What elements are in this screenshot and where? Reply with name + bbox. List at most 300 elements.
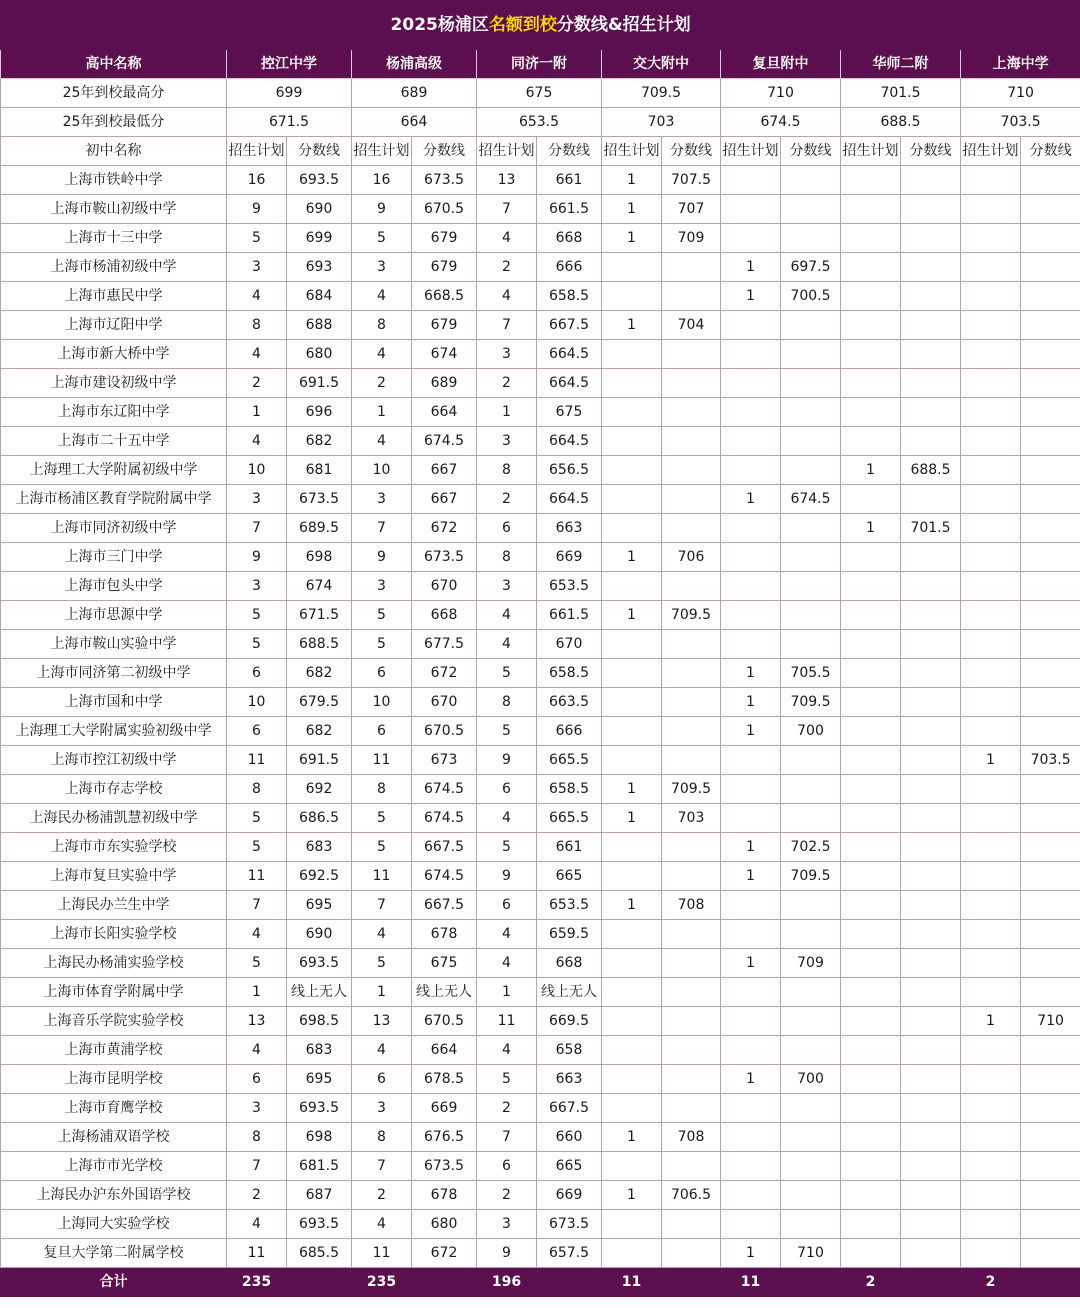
score-cell [901,659,961,688]
plan-cell [841,1210,901,1239]
score-cell: 674.5 [412,427,477,456]
score-cell: 670 [537,630,602,659]
plan-header: 招生计划 [961,137,1021,166]
score-cell: 708 [662,1123,721,1152]
score-cell: 673.5 [412,166,477,195]
score-cell [781,1007,841,1036]
table-row [1,282,1080,311]
table-row [1,485,1080,514]
score-cell: 663 [537,1065,602,1094]
score-cell [781,630,841,659]
score-cell [1021,456,1080,485]
score-cell [1021,224,1080,253]
plan-cell: 1 [477,978,537,1007]
plan-cell [841,775,901,804]
score-cell: 709 [662,224,721,253]
score-cell: 681 [287,456,352,485]
total-blank [901,1268,961,1297]
score-cell: 673.5 [537,1210,602,1239]
score-cell [662,485,721,514]
plan-cell [961,891,1021,920]
junior-school-name: 上海杨浦双语学校 [1,1123,227,1152]
score-cell: 线上无人 [287,978,352,1007]
score-cell: 665 [537,862,602,891]
max-score-value: 710 [721,79,841,108]
plan-cell: 8 [352,1123,412,1152]
score-cell [901,282,961,311]
score-cell: 709 [781,949,841,978]
plan-cell: 9 [352,195,412,224]
high-school-header: 同济一附 [477,50,602,79]
table-row [1,833,1080,862]
score-cell: 线上无人 [537,978,602,1007]
min-score-value: 703.5 [961,108,1080,137]
score-cell [901,978,961,1007]
table-row [1,862,1080,891]
score-cell: 679 [412,224,477,253]
total-value: 196 [477,1268,537,1297]
plan-cell: 11 [352,1239,412,1268]
plan-cell: 6 [352,717,412,746]
score-cell [1021,1152,1080,1181]
total-label: 合计 [1,1268,227,1297]
plan-cell: 4 [227,427,287,456]
junior-school-name: 上海市二十五中学 [1,427,227,456]
table-row [1,659,1080,688]
title-highlight: 名额到校 [488,14,557,35]
score-cell [901,1065,961,1094]
min-score-value: 653.5 [477,108,602,137]
table-row [1,427,1080,456]
plan-cell: 3 [477,572,537,601]
plan-cell: 1 [721,862,781,891]
score-cell: 693.5 [287,1094,352,1123]
score-cell [901,833,961,862]
score-cell: 664.5 [537,485,602,514]
total-blank [781,1268,841,1297]
plan-cell: 1 [352,398,412,427]
plan-cell: 2 [352,369,412,398]
score-header: 分数线 [287,137,352,166]
plan-cell [961,224,1021,253]
score-cell [662,630,721,659]
plan-header: 招生计划 [602,137,662,166]
score-cell [781,1152,841,1181]
plan-cell [721,891,781,920]
score-cell: 692 [287,775,352,804]
plan-cell [721,340,781,369]
score-header: 分数线 [1021,137,1080,166]
plan-cell [721,572,781,601]
score-cell [662,659,721,688]
score-cell: 685.5 [287,1239,352,1268]
score-cell: 667.5 [537,1094,602,1123]
plan-cell: 4 [352,920,412,949]
plan-cell [841,369,901,398]
score-cell: 695 [287,1065,352,1094]
score-cell [901,891,961,920]
score-cell: 674 [412,340,477,369]
plan-cell: 5 [477,659,537,688]
plan-cell: 3 [477,340,537,369]
plan-cell: 9 [352,543,412,572]
plan-cell [602,949,662,978]
junior-school-name: 上海民办杨浦实验学校 [1,949,227,978]
plan-cell [961,1123,1021,1152]
score-cell [662,1210,721,1239]
plan-header: 招生计划 [352,137,412,166]
junior-school-name: 上海市十三中学 [1,224,227,253]
total-blank [287,1268,352,1297]
max-score-value: 699 [227,79,352,108]
score-cell [781,456,841,485]
score-cell [662,717,721,746]
title-row [1,1,1080,50]
score-cell [781,340,841,369]
plan-cell [602,1065,662,1094]
plan-cell: 5 [227,804,287,833]
plan-cell: 4 [477,224,537,253]
plan-cell [961,456,1021,485]
score-cell: 683 [287,1036,352,1065]
score-cell: 669 [412,1094,477,1123]
plan-cell: 1 [721,1065,781,1094]
score-cell [662,1007,721,1036]
score-cell: 658 [537,1036,602,1065]
plan-cell: 1 [602,891,662,920]
score-cell [1021,485,1080,514]
plan-cell: 3 [227,485,287,514]
table-row [1,369,1080,398]
score-cell [781,1181,841,1210]
score-cell: 663 [537,514,602,543]
table-row [1,195,1080,224]
score-cell [662,1239,721,1268]
plan-cell [841,1007,901,1036]
junior-school-name: 上海民办沪东外国语学校 [1,1181,227,1210]
plan-cell: 7 [352,1152,412,1181]
plan-cell: 3 [352,572,412,601]
plan-cell: 2 [227,1181,287,1210]
score-cell: 678 [412,920,477,949]
plan-cell: 9 [477,1239,537,1268]
score-cell: 677.5 [412,630,477,659]
score-cell [662,862,721,891]
plan-cell: 4 [477,804,537,833]
plan-cell: 13 [227,1007,287,1036]
score-cell: 701.5 [901,514,961,543]
score-cell: 670.5 [412,195,477,224]
score-cell [901,398,961,427]
score-cell [1021,1181,1080,1210]
score-cell: 688.5 [901,456,961,485]
plan-cell: 6 [227,1065,287,1094]
plan-cell [961,253,1021,282]
header-label: 高中名称 [1,50,227,79]
score-cell [781,369,841,398]
title-prefix: 2025杨浦区 [390,14,489,35]
plan-cell [961,543,1021,572]
plan-cell [721,775,781,804]
score-cell: 659.5 [537,920,602,949]
plan-cell: 16 [352,166,412,195]
score-cell: 667.5 [537,311,602,340]
total-blank [1021,1268,1080,1297]
plan-cell [961,166,1021,195]
plan-cell [961,1239,1021,1268]
score-cell [901,572,961,601]
score-cell: 678.5 [412,1065,477,1094]
plan-cell [721,456,781,485]
score-cell: 657.5 [537,1239,602,1268]
score-cell [781,427,841,456]
score-cell [1021,949,1080,978]
score-cell [781,891,841,920]
plan-cell: 3 [352,485,412,514]
score-cell: 653.5 [537,572,602,601]
plan-cell: 1 [721,1239,781,1268]
plan-cell [961,514,1021,543]
score-cell [1021,1123,1080,1152]
score-cell: 705.5 [781,659,841,688]
score-cell: 658.5 [537,775,602,804]
plan-cell [961,949,1021,978]
score-cell [781,601,841,630]
plan-cell: 1 [227,978,287,1007]
plan-cell [961,485,1021,514]
score-cell: 703 [662,804,721,833]
plan-cell [602,862,662,891]
score-cell: 668 [537,224,602,253]
table-row [1,775,1080,804]
table-row [1,1210,1080,1239]
table-row [1,1065,1080,1094]
score-cell: 691.5 [287,746,352,775]
junior-school-name: 上海音乐学院实验学校 [1,1007,227,1036]
score-cell [1021,369,1080,398]
plan-cell [961,1094,1021,1123]
plan-cell [841,340,901,369]
plan-cell [961,920,1021,949]
plan-cell [961,862,1021,891]
score-cell: 667 [412,485,477,514]
table-row [1,920,1080,949]
plan-cell: 4 [477,920,537,949]
score-cell [1021,920,1080,949]
plan-cell [602,340,662,369]
plan-cell: 6 [227,717,287,746]
plan-cell [602,369,662,398]
junior-school-name: 复旦大学第二附属学校 [1,1239,227,1268]
score-cell: 660 [537,1123,602,1152]
score-cell: 689.5 [287,514,352,543]
plan-cell [602,688,662,717]
high-school-header: 华师二附 [841,50,961,79]
score-cell [662,833,721,862]
plan-cell: 4 [477,601,537,630]
score-cell: 653.5 [537,891,602,920]
plan-cell [602,659,662,688]
plan-cell: 1 [602,166,662,195]
plan-cell [721,1094,781,1123]
score-cell: 682 [287,659,352,688]
plan-cell: 5 [227,949,287,978]
high-school-header: 杨浦高级 [352,50,477,79]
score-cell: 697.5 [781,253,841,282]
plan-cell [721,195,781,224]
score-cell [901,224,961,253]
score-cell [901,340,961,369]
score-cell: 664.5 [537,427,602,456]
score-cell: 667.5 [412,891,477,920]
junior-school-name: 上海市辽阳中学 [1,311,227,340]
junior-school-name: 上海市体育学附属中学 [1,978,227,1007]
plan-cell [602,427,662,456]
plan-cell [721,1123,781,1152]
plan-cell: 3 [352,1094,412,1123]
score-cell [1021,804,1080,833]
plan-cell: 1 [602,311,662,340]
table-row [1,804,1080,833]
plan-cell [721,1210,781,1239]
score-cell [662,688,721,717]
plan-cell: 5 [227,833,287,862]
plan-cell: 7 [352,891,412,920]
plan-cell [961,1065,1021,1094]
score-cell [901,775,961,804]
plan-cell [721,427,781,456]
plan-cell: 8 [477,688,537,717]
score-cell: 693 [287,253,352,282]
plan-cell [961,195,1021,224]
score-cell [901,949,961,978]
score-cell: 706.5 [662,1181,721,1210]
score-cell: 671.5 [287,601,352,630]
score-cell [1021,282,1080,311]
score-cell: 709.5 [662,601,721,630]
score-cell [901,630,961,659]
score-cell: 710 [1021,1007,1080,1036]
score-cell: 661 [537,833,602,862]
plan-cell: 5 [352,949,412,978]
plan-cell: 1 [721,282,781,311]
junior-school-name: 上海市鞍山初级中学 [1,195,227,224]
plan-cell: 1 [721,659,781,688]
plan-cell [961,311,1021,340]
plan-cell [961,833,1021,862]
plan-cell [721,630,781,659]
score-header: 分数线 [537,137,602,166]
junior-school-name: 上海市复旦实验中学 [1,862,227,891]
min-score-value: 703 [602,108,721,137]
table-row [1,398,1080,427]
plan-cell [602,1036,662,1065]
total-blank [662,1268,721,1297]
plan-cell [721,369,781,398]
plan-cell: 7 [477,311,537,340]
plan-cell: 1 [721,717,781,746]
junior-school-name: 上海同大实验学校 [1,1210,227,1239]
score-cell [662,369,721,398]
score-cell: 687 [287,1181,352,1210]
score-cell [901,746,961,775]
score-cell [901,1181,961,1210]
plan-cell [961,427,1021,456]
plan-cell [602,572,662,601]
plan-cell: 6 [477,775,537,804]
total-value: 235 [227,1268,287,1297]
table-row [1,311,1080,340]
score-header: 分数线 [412,137,477,166]
score-cell [901,920,961,949]
table-row [1,1036,1080,1065]
plan-cell [961,978,1021,1007]
min-score-value: 688.5 [841,108,961,137]
plan-cell [602,456,662,485]
score-cell: 681.5 [287,1152,352,1181]
score-cell: 690 [287,920,352,949]
plan-cell [602,1007,662,1036]
score-cell: 674 [287,572,352,601]
plan-cell: 1 [602,804,662,833]
score-cell: 688 [287,311,352,340]
plan-cell: 4 [352,340,412,369]
score-cell [901,688,961,717]
score-cell: 668.5 [412,282,477,311]
score-cell: 709.5 [662,775,721,804]
score-cell: 695 [287,891,352,920]
plan-cell [721,1036,781,1065]
score-header: 分数线 [781,137,841,166]
plan-cell: 5 [227,630,287,659]
table-row [1,717,1080,746]
junior-school-name: 上海理工大学附属实验初级中学 [1,717,227,746]
plan-cell [602,630,662,659]
plan-cell [602,1239,662,1268]
score-cell: 680 [412,1210,477,1239]
plan-cell [841,891,901,920]
min-score-label: 25年到校最低分 [1,108,227,137]
plan-cell: 3 [227,1094,287,1123]
plan-cell [841,1152,901,1181]
score-cell: 664 [412,398,477,427]
plan-cell: 5 [477,717,537,746]
score-cell: 665.5 [537,804,602,833]
score-cell [1021,630,1080,659]
plan-cell [602,833,662,862]
plan-cell [721,920,781,949]
min-score-value: 664 [352,108,477,137]
plan-cell: 4 [227,920,287,949]
score-cell: 663.5 [537,688,602,717]
score-cell: 667.5 [412,833,477,862]
score-cell: 661.5 [537,601,602,630]
min-score-value: 671.5 [227,108,352,137]
score-cell: 698 [287,1123,352,1152]
score-cell: 670 [412,688,477,717]
total-value: 2 [841,1268,901,1297]
score-cell [1021,717,1080,746]
plan-cell [841,804,901,833]
score-cell: 665.5 [537,746,602,775]
score-cell [662,340,721,369]
score-cell [1021,253,1080,282]
plan-cell [841,543,901,572]
score-cell [901,1152,961,1181]
table-row [1,514,1080,543]
junior-school-name: 上海市包头中学 [1,572,227,601]
plan-cell: 1 [721,833,781,862]
